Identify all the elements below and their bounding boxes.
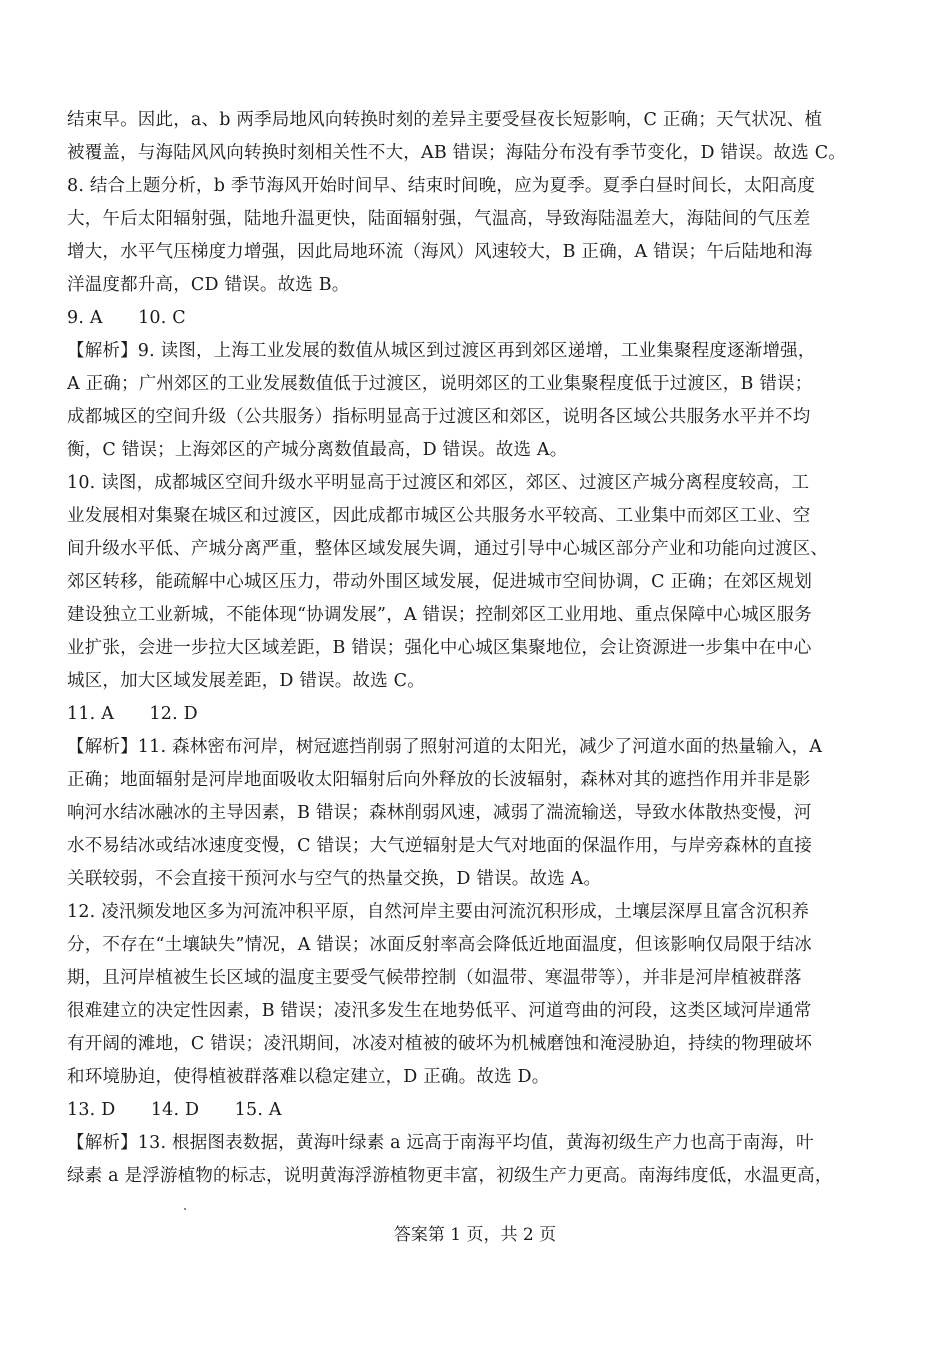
text-line: 大，午后太阳辐射强，陆地升温更快，陆面辐射强，气温高，导致海陆温差大，海陆间的气压差 xyxy=(67,209,811,229)
text-line: 【解析】9. 读图，上海工业发展的数值从城区到过渡区再到郊区递增，工业集聚程度逐渐增强， xyxy=(67,341,816,361)
text-line: 10. 读图，成都城区空间升级水平明显高于过渡区和郊区，郊区、过渡区产城分离程度较高，工 xyxy=(67,473,810,493)
text-line: 结束早。因此，a、b 两季局地风向转换时刻的差异主要受昼夜长短影响，C 正确；天气状况、植 xyxy=(67,110,823,130)
scan-dot xyxy=(184,1208,186,1210)
text-line: 城区，加大区域发展差距，D 错误。故选 C。 xyxy=(67,671,425,691)
text-line: 期，且河岸植被生长区域的温度主要受气候带控制（如温带、寒温带等），并非是河岸植被群落 xyxy=(67,968,802,988)
text-line: 衡，C 错误；上海郊区的产城分离数值最高，D 错误。故选 A。 xyxy=(67,440,568,460)
text-line: 绿素 a 是浮游植物的标志，说明黄海浮游植物更丰富，初级生产力更高。南海纬度低，水温更高， xyxy=(67,1166,833,1186)
text-line: 关联较弱，不会直接干预河水与空气的热量交换，D 错误。故选 A。 xyxy=(67,869,602,889)
text-line: 12. 凌汛频发地区多为河流冲积平原，自然河岸主要由河流沉积形成，土壤层深厚且富含沉积养 xyxy=(67,902,810,922)
text-line: 11. A 12. D xyxy=(67,704,198,724)
text-line: 郊区转移，能疏解中心城区压力，带动外围区域发展，促进城市空间协调，C 正确；在郊区规划 xyxy=(67,572,813,592)
text-line: 建设独立工业新城，不能体现“协调发展”，A 错误；控制郊区工业用地、重点保障中心城区服务 xyxy=(67,605,812,625)
text-line: 有开阔的滩地，C 错误；凌汛期间，冰凌对植被的破坏为机械磨蚀和淹浸胁迫，持续的物理破坏 xyxy=(67,1034,813,1054)
page-footer: 答案第 1 页，共 2 页 xyxy=(393,1225,557,1245)
text-line: 水不易结冰或结冰速度变慢，C 错误；大气逆辐射是大气对地面的保温作用，与岸旁森林的直接 xyxy=(67,836,813,856)
text-line: 9. A 10. C xyxy=(67,308,186,328)
text-line: 业发展相对集聚在城区和过渡区，因此成都市城区公共服务水平较高、工业集中而郊区工业、空 xyxy=(67,506,811,526)
text-line: 间升级水平低、产城分离严重，整体区域发展失调，通过引导中心城区部分产业和功能向过渡区、 xyxy=(67,539,829,559)
text-line: 成都城区的空间升级（公共服务）指标明显高于过渡区和郊区，说明各区域公共服务水平并不均 xyxy=(67,407,811,427)
text-line: 响河水结冰融冰的主导因素，B 错误；森林削弱风速，减弱了湍流输送，导致水体散热变慢，河 xyxy=(67,803,812,823)
text-line: 【解析】11. 森林密布河岸，树冠遮挡削弱了照射河道的太阳光，减少了河道水面的热量输入，A xyxy=(67,737,823,757)
answer-text-body xyxy=(67,104,887,1193)
text-line: 分，不存在“土壤缺失”情况，A 错误；冰面反射率高会降低近地面温度，但该影响仅局限于结冰 xyxy=(67,935,812,955)
text-line: 正确；地面辐射是河岸地面吸收太阳辐射后向外释放的长波辐射，森林对其的遮挡作用并非是影 xyxy=(67,770,811,790)
text-line: 增大，水平气压梯度力增强，因此局地环流（海风）风速较大，B 正确，A 错误；午后陆地和海 xyxy=(67,242,813,262)
text-line: 【解析】13. 根据图表数据，黄海叶绿素 a 远高于南海平均值，黄海初级生产力也高于南海，叶 xyxy=(67,1133,814,1153)
text-line: 和环境胁迫，使得植被群落难以稳定建立，D 正确。故选 D。 xyxy=(67,1067,550,1087)
text-line: 洋温度都升高，CD 错误。故选 B。 xyxy=(67,275,350,295)
text-line: 业扩张，会进一步拉大区域差距，B 错误；强化中心城区集聚地位，会让资源进一步集中在中心 xyxy=(67,638,812,658)
text-line: 很难建立的决定性因素，B 错误；凌汛多发生在地势低平、河道弯曲的河段，这类区域河岸通常 xyxy=(67,1001,812,1021)
text-line: 被覆盖，与海陆风风向转换时刻相关性不大，AB 错误；海陆分布没有季节变化，D 错误。故选 C。 xyxy=(67,143,847,163)
text-line: 8. 结合上题分析，b 季节海风开始时间早、结束时间晚，应为夏季。夏季白昼时间长，太阳高度 xyxy=(67,176,816,196)
text-line: 13. D 14. D 15. A xyxy=(67,1100,282,1120)
text-line: A 正确；广州郊区的工业发展数值低于过渡区，说明郊区的工业集聚程度低于过渡区，B 错误； xyxy=(67,374,813,394)
